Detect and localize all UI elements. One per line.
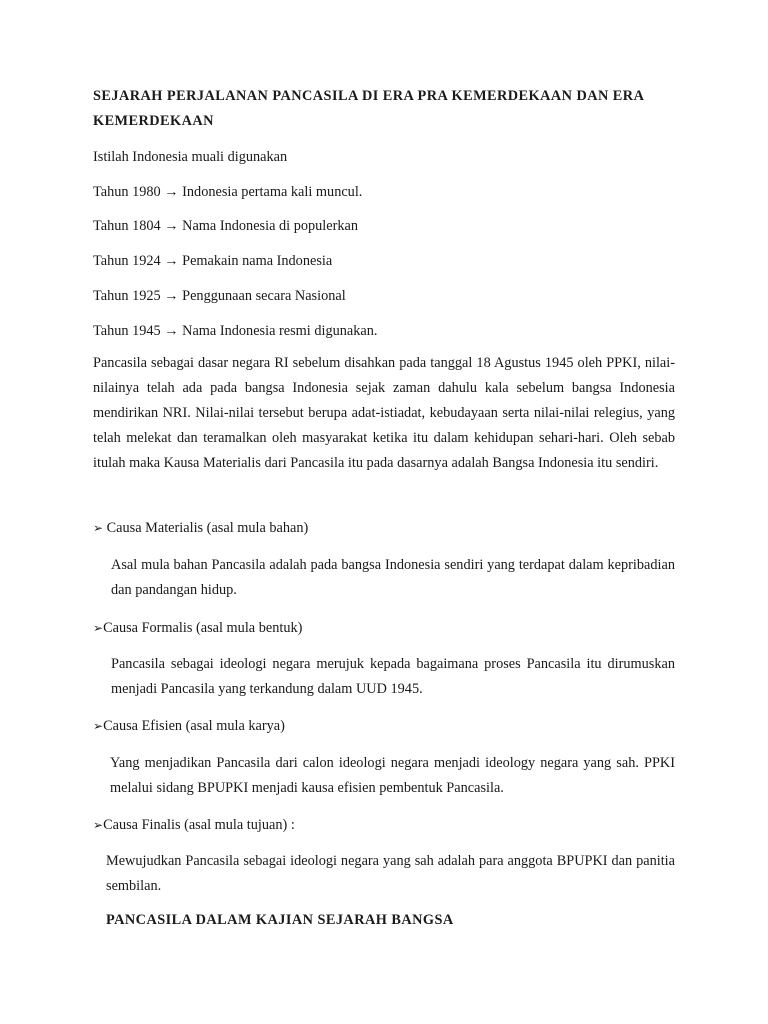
arrow-bullet-icon: ➢	[93, 719, 104, 733]
document-title: SEJARAH PERJALANAN PANCASILA DI ERA PRA KEMERDEKAAN DAN ERA KEMERDEKAAN	[93, 88, 644, 129]
cause-materialis-label: Causa Materialis (asal mula bahan)	[103, 520, 309, 536]
cause-materialis-description: Asal mula bahan Pancasila adalah pada bangsa Indonesia sendiri yang terdapat dalam kepribadian dan pandangan hidup.	[111, 557, 675, 598]
intro-line: Istilah Indonesia muali digunakan	[93, 149, 288, 165]
cause-formalis-description: Pancasila sebagai ideologi negara merujuk kepada bagaimana proses Pancasila itu dirumuskan menjadi Pancasila yang terkandung dalam UUD 1945.	[111, 656, 675, 697]
timeline-item-1924: Tahun 1924 → Pemakain nama Indonesia	[93, 253, 333, 269]
timeline-item-1925: Tahun 1925 → Penggunaan secara Nasional	[93, 288, 346, 304]
cause-formalis-heading	[93, 618, 302, 638]
cause-finalis-description: Mewujudkan Pancasila sebagai ideologi negara yang sah adalah para anggota BPUPKI dan panitia sembilan.	[106, 853, 675, 894]
main-paragraph: Pancasila sebagai dasar negara RI sebelum disahkan pada tanggal 18 Agustus 1945 oleh PPKI, nilai-nilainya telah ada pada bangsa Indonesia sejak zaman dahulu kala sebelum bangsa Indonesia mendirikan NRI. Nilai-nilai tersebut berupa adat-istiadat, kebudayaan serta nilai-nilai relegius, yang telah melekat dan teramalkan oleh masyarakat ketika itu dalam kehidupan sehari-hari. Oleh sebab itulah maka Kausa Materialis dari Pancasila itu pada dasarnya adalah Bangsa Indonesia itu sendiri.	[93, 355, 675, 471]
cause-formalis-label: Causa Formalis (asal mula bentuk)	[103, 620, 303, 636]
cause-finalis-label: Causa Finalis (asal mula tujuan) :	[103, 817, 295, 833]
cause-efisien-heading	[93, 716, 285, 736]
arrow-bullet-icon: ➢	[93, 521, 104, 535]
timeline-item-1945: Tahun 1945 → Nama Indonesia resmi digunakan.	[93, 323, 378, 339]
timeline-item-1804: Tahun 1804 → Nama Indonesia di populerkan	[93, 218, 359, 234]
cause-materialis-heading	[93, 518, 308, 538]
cause-efisien-label: Causa Efisien (asal mula karya)	[103, 718, 285, 734]
timeline-item-1980: Tahun 1980 → Indonesia pertama kali muncul.	[93, 184, 363, 200]
section-heading: PANCASILA DALAM KAJIAN SEJARAH BANGSA	[106, 912, 454, 928]
cause-finalis-heading	[93, 815, 295, 835]
arrow-bullet-icon: ➢	[93, 818, 104, 832]
arrow-bullet-icon: ➢	[93, 621, 104, 635]
cause-efisien-description: Yang menjadikan Pancasila dari calon ideologi negara menjadi ideology negara yang sah. PPKI melalui sidang BPUPKI menjadi kausa efisien pembentuk Pancasila.	[110, 755, 675, 796]
